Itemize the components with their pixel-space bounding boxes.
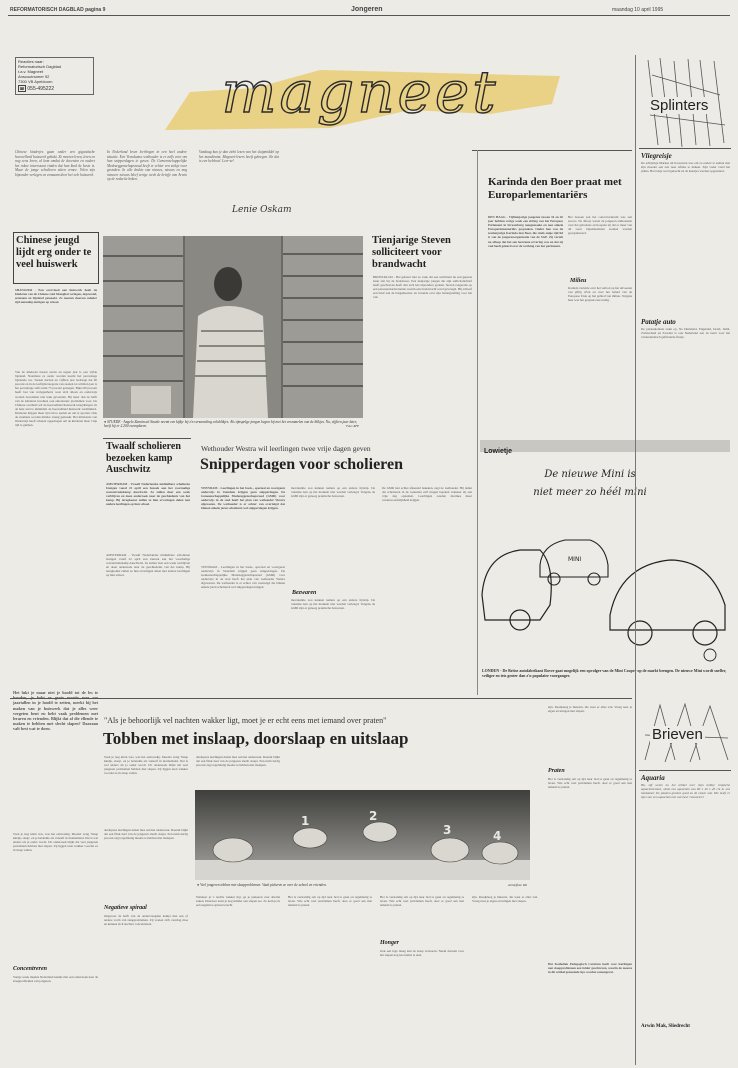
sheep-caption-text: Veel jongeren tobben met slaapproblemen. Vaak piekeren ze over de school en vrienden.	[200, 883, 327, 887]
photo1-caption-text: STUEDE - Angelo Zannin uit Stuede neemt een kijkje bij z'n verzameling colablikjes. Als tijnspelge jongen begon hij met het verzamelen van de blikjes. Nu, vijftien jaar later, heeft hij er 2.200 exemplaren.	[104, 420, 357, 429]
slaap-sub1: Concentreren	[13, 966, 48, 972]
slaap-sub2: Negatieve spiraal	[104, 905, 147, 911]
slaap-sub4: Praten	[548, 768, 565, 774]
karinda-sub: Milieu	[570, 278, 587, 284]
reacties-address	[18, 59, 91, 84]
reacties-line: Reacties naar:	[18, 59, 44, 64]
snipper-col1b: VEENDAM - Leerlingen in het basis-, speciaal en voortgezet onderwijs in Veendam krijgen geen snipperdagen. De Gemeenschappelijke Medezeggenschapsraad (GMR) voor onderwijs in de stad heeft het plan van wethouder Westra afgewezen. De wethouder is er echter van overtuigd dat binnen enkele jaren scholieren wel snipperdagen krijgen.	[201, 565, 285, 590]
slaap-col1-top: Toen je nog klein was, was het eenvoudig. Moeder zong 'Slaap kindje, slaap', en je belandde als vanzelf in dromenland. Dat is wel anders als je ouder wordt. Uit onderzoek blijkt dat veel jongeren problemen hebben met slapen. Zij liggen uren wakker voordat ze in slaap vallen.	[104, 755, 188, 776]
brieven-signature: Arwin Mak, Sliedrecht	[641, 1024, 690, 1029]
snipper-col2: mevakantie zou kunnen nemen op een andere tijdstip. De vakantie kan op het moment niet worden verlengd. Volgens de GMR zijn er genoeg praktische bezwaren.	[291, 486, 375, 499]
phone-number: 055-495222	[27, 86, 55, 92]
paper-name: REFORMATORISCH DAGBLAD pagina 9	[10, 7, 106, 13]
intro-col3: Vandaag kun je dan ziehi lezen van het sluipmiddel op het mandtruim. Magneet-lezers heeft gekregen. En dat is een heleboel. Leer-ze!	[199, 150, 279, 163]
sheep-icon	[213, 838, 253, 862]
photo1-bullet-icon: ●	[104, 420, 107, 424]
splinters-title: Splinters	[650, 97, 709, 114]
slaap-body2: Vorige week maakte Nederland kennis met een onderzoek naar de slaapproblemen van jongeren.	[13, 975, 98, 984]
slaap-headline: Tobben met inslaap, doorslaap en uitslaap	[103, 729, 409, 748]
lowietje-caption: LONDEN - De Britse autofabrikant Rover gaat mogelijk een opvolger van de Mini Cooper op de markt brengen. De nieuwe Mini wordt sneller, veiliger en iets groter dan z'n populaire voorganger.	[482, 668, 727, 678]
karinda-headline: Karinda den Boer praat met Europarlementariërs	[488, 176, 622, 201]
reacties-line: 7300 VB Apeldoorn	[18, 79, 53, 84]
brieven-body: Ha, zijf weten nu het artikel over mijn hobby: tropische aquariumvissen, sinds een aquarium van 80 x 40 x 40 cm in ons huiskamer. De planten groeien goed en de vissen ook. Wie heeft er tips voor een aquarium met wat meer vissoorten?	[641, 783, 730, 800]
splinters-body1: De achtjarige Markus uit Kowersen was om zo ondert te stellen met zijn moeder een reis naar Afrika te maken. Zijn vader vond het prima. Het reisje werd gekocht en de kaartjes werden opgestuurd.	[641, 161, 730, 174]
brieven-sub: Aquaria	[641, 774, 665, 782]
reacties-line: Anscoutnumer 92	[18, 74, 50, 79]
phone-icon: ☎	[19, 86, 25, 91]
collection-photo	[103, 236, 363, 418]
reacties-phone	[18, 85, 91, 92]
slaap-col4b: Ook een lege maag kan de slaap verstoren. Neem daarom voor het slapen nog iets kleins te eten.	[380, 949, 464, 958]
splinters-sub2: Patatje auto	[641, 318, 676, 326]
twaalf-body: AMSTERDAM - Twaalf Nederlandse middelbare scholieren brengen vanaf 22 april een bezoek aan het voormalige concentratiekamp Auschwitz. Ze zullen daar een week verblijven en doen onderzoek naar de geschiedenis van het kamp. Bij terugkomst zullen ze hun ervaringen delen met andere leerlingen op hun school.	[106, 553, 190, 578]
photo1-credit: Foto: RFP	[346, 424, 359, 429]
tienjarige-body: BRONCKLOO - Het gebeurt niet zo vaak dat een sollicitant nu een gepaste baan ziet bij de brandweer. Een tienjarige jongen die zijn sollicitatiebrief heeft geschreven heeft dan toch iets bijzonders gedaan. Steven reageerde op een personeelsadvertentie waarin een brandwacht werd gevraagd. Hij schreef een brief aan de burgemeester en vertelde over zijn belangstelling voor het vak.	[373, 275, 472, 300]
mini-cartoon	[480, 455, 730, 665]
cartoon-title-line: De nieuwe Mini is	[544, 469, 636, 480]
signature: Lenie Oskam	[232, 205, 292, 215]
slaap-col5-lower: zijn. Raadpleeg je huisarts, die weet er alles van. Vraag naar je eigen ervaringen met slapen.	[472, 895, 538, 904]
slaap-col1-mid: derdejaars leerlingen deden mee aan het onderzoek. Daaruit blijkt dat een flink deel van de jongeren slecht slaapt. Een ruim dertig procent zegt regelmatig moeite te hebben met inslapen.	[104, 828, 188, 841]
sheep-icon	[431, 838, 469, 862]
twaalf-rule	[103, 438, 191, 439]
china-headline-box	[13, 232, 99, 284]
snipper-kicker: Wethouder Westra wil leerlingen twee vrije dagen geven	[201, 444, 371, 453]
lowietje-title: Lowietje	[484, 448, 513, 455]
sheep-icon	[293, 828, 327, 848]
cartoon-title-line: niet meer zo héél mini	[533, 487, 647, 498]
slaap-col5: zijn. Raadpleeg je huisarts, die weet er alles van. Vraag naar je eigen ervaringen met slapen.	[548, 705, 632, 714]
slaap-col4: Het is verstandig om op tijd naar bed te gaan en regelmatig te leven. Wie echt veel problemen heeft, doet er goed aan met iemand te praten.	[288, 895, 372, 908]
slaap-col2-top: derdejaars leerlingen deden mee aan het onderzoek. Daaruit blijkt dat een flink deel van de jongeren slecht slaapt. Een ruim dertig procent zegt regelmatig moeite te hebben met inslapen.	[196, 755, 280, 768]
photo1-caption	[104, 420, 359, 436]
slaap-col4a: Het is verstandig om op tijd naar bed te gaan en regelmatig te leven. Wie echt veel problemen heeft, doet er goed aan met iemand te praten.	[380, 895, 464, 908]
snipper-col3: De GMR niet echter afkerend bekeken, zegt de wethouder. Hij denkt dat scholieren in de toekomst zelf mogen bepalen wanneer zij een vrije dag opnemen. Leerlingen zouden daarmee meer verantwoordelijkheid krijgen.	[382, 486, 472, 503]
karinda-col3: Karinda vertelde over het verbod op het uitvoeren van giftig afval en over het beleid van de Europese Unie op het gebied van milieu. Volgens haar was het gesprek zeer nuttig.	[568, 286, 632, 303]
china-headline: Chinese jeugd lijdt erg onder te veel huiswerk	[16, 235, 92, 270]
snipper-headline: Snipperdagen voor scholieren	[200, 456, 403, 473]
lowietje-bar	[480, 440, 730, 455]
reacties-line: t.a.v. Magneet	[18, 69, 44, 74]
reacties-box	[15, 57, 94, 95]
brieven-header	[640, 700, 731, 770]
column-rule	[635, 55, 636, 1065]
sheep-credit: Archieffoto: RD	[507, 883, 527, 887]
slaap-sub3: Honger	[380, 940, 400, 946]
bottom-section-rule	[10, 698, 632, 699]
snipper-col2c: mevakantie zou kunnen nemen op een andere tijdstip. De vakantie kan op het moment niet worden verlengd. Volgens de GMR zijn er genoeg praktische bezwaren.	[291, 598, 375, 611]
brieven-title: Brieven	[652, 726, 703, 743]
karinda-body: DEN HAAG - Vijftienjarige jongeren tussen 16 en 26 jaar hebben verige week een zitting van het Europees Parlement in Straatsburg meegemaakt en met enkele Europarlementariërs gesproken. Onder hen was de zestienjarige Karinda den Boer, die sinds enige tijd lid is van de jongerenorganisatie van de SGP. Zij vertelt na afloop dat het een leerzame ervaring was en dat zij veel heeft geleerd over de werking van het parlement.	[488, 215, 563, 248]
china-lead: SHANGHAI - Een overvloed aan huiswerk heeft de kinderen van de Chinese stad Shanghai verlegen, depressief, eenzaam en bijziend gemaakt. Ze moeten daarom minder tijd eenmalig nuttigen op school.	[15, 288, 97, 305]
snipper-sub: Bezwaren	[292, 590, 317, 596]
person-shirt	[193, 306, 268, 418]
person-head	[214, 267, 242, 301]
slaap-col5b: Het Katholiek Pedagogisch Centrum heeft voor leerlingen met slaapproblemen een folder geschreven, waarin de meeste in dit artikel genoemde tips worden samengevat.	[548, 962, 632, 975]
brieven-rule	[639, 770, 731, 771]
sheep-icon	[482, 842, 518, 864]
slaap-kicker: "Als je behoorlijk vel nachten wakker ligt, moet je er echt eens met iemand over praten"	[104, 716, 387, 725]
china-body: Van de kinderen tussen zeven en negen jaar is een vijfde bijziend. Naarmate ze ouder worden neemt het percentage bijziende toe. Tussen dertien en vijftien jaar bedraagt dat 60 procent en in de leeftijdscategorie van zestien tot achttien jaar is het percentage zelfs ruim 75 procent gestegen. Bijna 80 procent heeft last van verlegenheid, weet zich alleen en onderwijs werden bovendien niet leuk gevonden. Bij meer dan de helft van de kinderen kwamen ook emotionele problemen voor. De Chinese overheid wil de hoeveelheid huiswerk terugdringen. In de hele stad is inmiddels de hoeveelheid huiswerk verminderd. Kinderen krijgen meer tijd om te spelen en om te sporten. Ook de examens worden minder streng gemaakt. Het ministerie van Onderwijs heeft scholen opgedragen om de kinderen meer vrije tijd te gunnen.	[15, 370, 97, 428]
intro-col1: Chinese kinderjes gaan onder een gigantische hoeveelheid huiswerk gebukt. Ze moeten leren, leren en nog eens leren, al kom omdat de docenten en ouders het rokoe interessant vinden dat hun kind de beste is. Maar de jonge scholieren zitten ermee. Velen zijn bijzonder verlegen en eenzaam door het vele huiswerk.	[15, 150, 95, 177]
splinters-rule	[639, 148, 731, 149]
car-label: MINI	[568, 556, 582, 563]
column-rule	[477, 150, 478, 695]
slaap-col3: Wanneer je 's nachts wakker ligt, ga je piekeren over allerlei zaken. Daardoor kom je nog minder aan slapen toe. Zo kom je in een negatieve spiraal terecht.	[196, 895, 280, 908]
slaap-lead: Het lukt je maar niet je hoofd tot de les te houden, je hebt er grote moeite mee om jaartallen in je hoofd te zetten, merkt bij het maken van je huiswerk dat je alles weer vergeten bent en hebt vaak problemen met leraren en vrienden. Blijkt dat al die ellende te maken te hebben met slecht slapen? Daaraan valt best wat te doen.	[13, 690, 98, 732]
splinters-sub1: Vliegreisje	[641, 152, 672, 160]
issue-date: maandag 10 april 1995	[612, 7, 664, 13]
sheep-caption	[197, 883, 527, 887]
section-name: Jongeren	[351, 6, 383, 13]
slaap-col5-mid: Het is verstandig om op tijd naar bed te gaan en regelmatig te leven. Wie echt veel problemen heeft, doet er goed aan met iemand te praten.	[548, 777, 632, 790]
slaap-body: Toen je nog klein was, was het eenvoudig. Moeder zong 'Slaap kindje, slaap', en je belandde als vanzelf in dromenland. Dat is wel anders als je ouder wordt. Uit onderzoek blijkt dat veel jongeren problemen hebben met slapen. Zij liggen uren wakker voordat ze in slaap vallen.	[13, 832, 98, 853]
logo-text: magneet	[221, 62, 499, 126]
slaap-col2b: Ongeveer de helft van de ondervraagden kampt met een of andere vorm van slaapproblemen. Zij voelen zich overdag moe en kunnen zich slechter concentreren.	[104, 914, 188, 927]
magneet-logo	[160, 62, 568, 138]
svg-text:4: 4	[493, 829, 502, 843]
karinda-rule	[472, 150, 632, 151]
karinda-col2: Het bezoek aan het concertcentrum was een succes. Na afloop waren de jongeren enthousiast over het gebodene en hoopten zij dat er meer van dit soort bijeenkomsten zouden worden georganiseerd.	[568, 215, 632, 236]
header-rule	[8, 15, 730, 16]
sheep-bullet-icon: ●	[197, 883, 200, 887]
svg-text:3: 3	[443, 823, 452, 837]
reacties-line: Reformatorisch Dagblad	[18, 64, 62, 69]
splinters-body2: De patatautomaat raakt op. Na Duitsland, Engeland, Israël, Italië, Zwitserland en Zweden is ook Nederland aan de beurt voor het volautomatisch gefrituurde frietje.	[641, 327, 730, 340]
snipper-col1: VEENDAM - Leerlingen in het basis-, speciaal en voortgezet onderwijs in Veendam krijgen geen snipperdagen. De Gemeenschappelijke Medezeggenschapsraad (GMR) voor onderwijs in de stad heeft het plan van wethouder Westra afgewezen. De wethouder is er echter van overtuigd dat binnen enkele jaren scholieren wel snipperdagen krijgen.	[201, 486, 285, 511]
svg-text:1: 1	[301, 814, 310, 828]
sheep-photo	[195, 790, 530, 880]
intro-col2: In Nederland leven leerlingen in een heel andere situatie. Een Veendamse wethouder is er zelfs voor om hun snipperdagen te geven. De Gemeenschappelijke Medezeggenschapsraad heeft er echter een stokje voor gestoken. In alle drukte van nieuws, nieuws en nog nieuwer nieuws bleef verige week de briefje van Arwin op de redactie hoken.	[107, 150, 187, 181]
svg-text:2: 2	[369, 809, 378, 823]
sheep-icon	[363, 822, 397, 842]
tienjarige-headline: Tienjarige Steven solliciteert voor brandwacht	[372, 235, 451, 270]
splinters-header	[640, 55, 731, 150]
twaalf-lead: AMSTERDAM - Twaalf Nederlandse middelbare scholieren brengen vanaf 22 april een bezoek aan het voormalige concentratiekamp Auschwitz. Ze zullen daar een week verblijven en doen onderzoek naar de geschiedenis van het kamp. Bij terugkomst zullen ze hun ervaringen delen met andere leerlingen op hun school.	[106, 482, 190, 507]
twaalf-headline: Twaalf scholieren bezoeken kamp Auschwitz	[106, 441, 181, 475]
